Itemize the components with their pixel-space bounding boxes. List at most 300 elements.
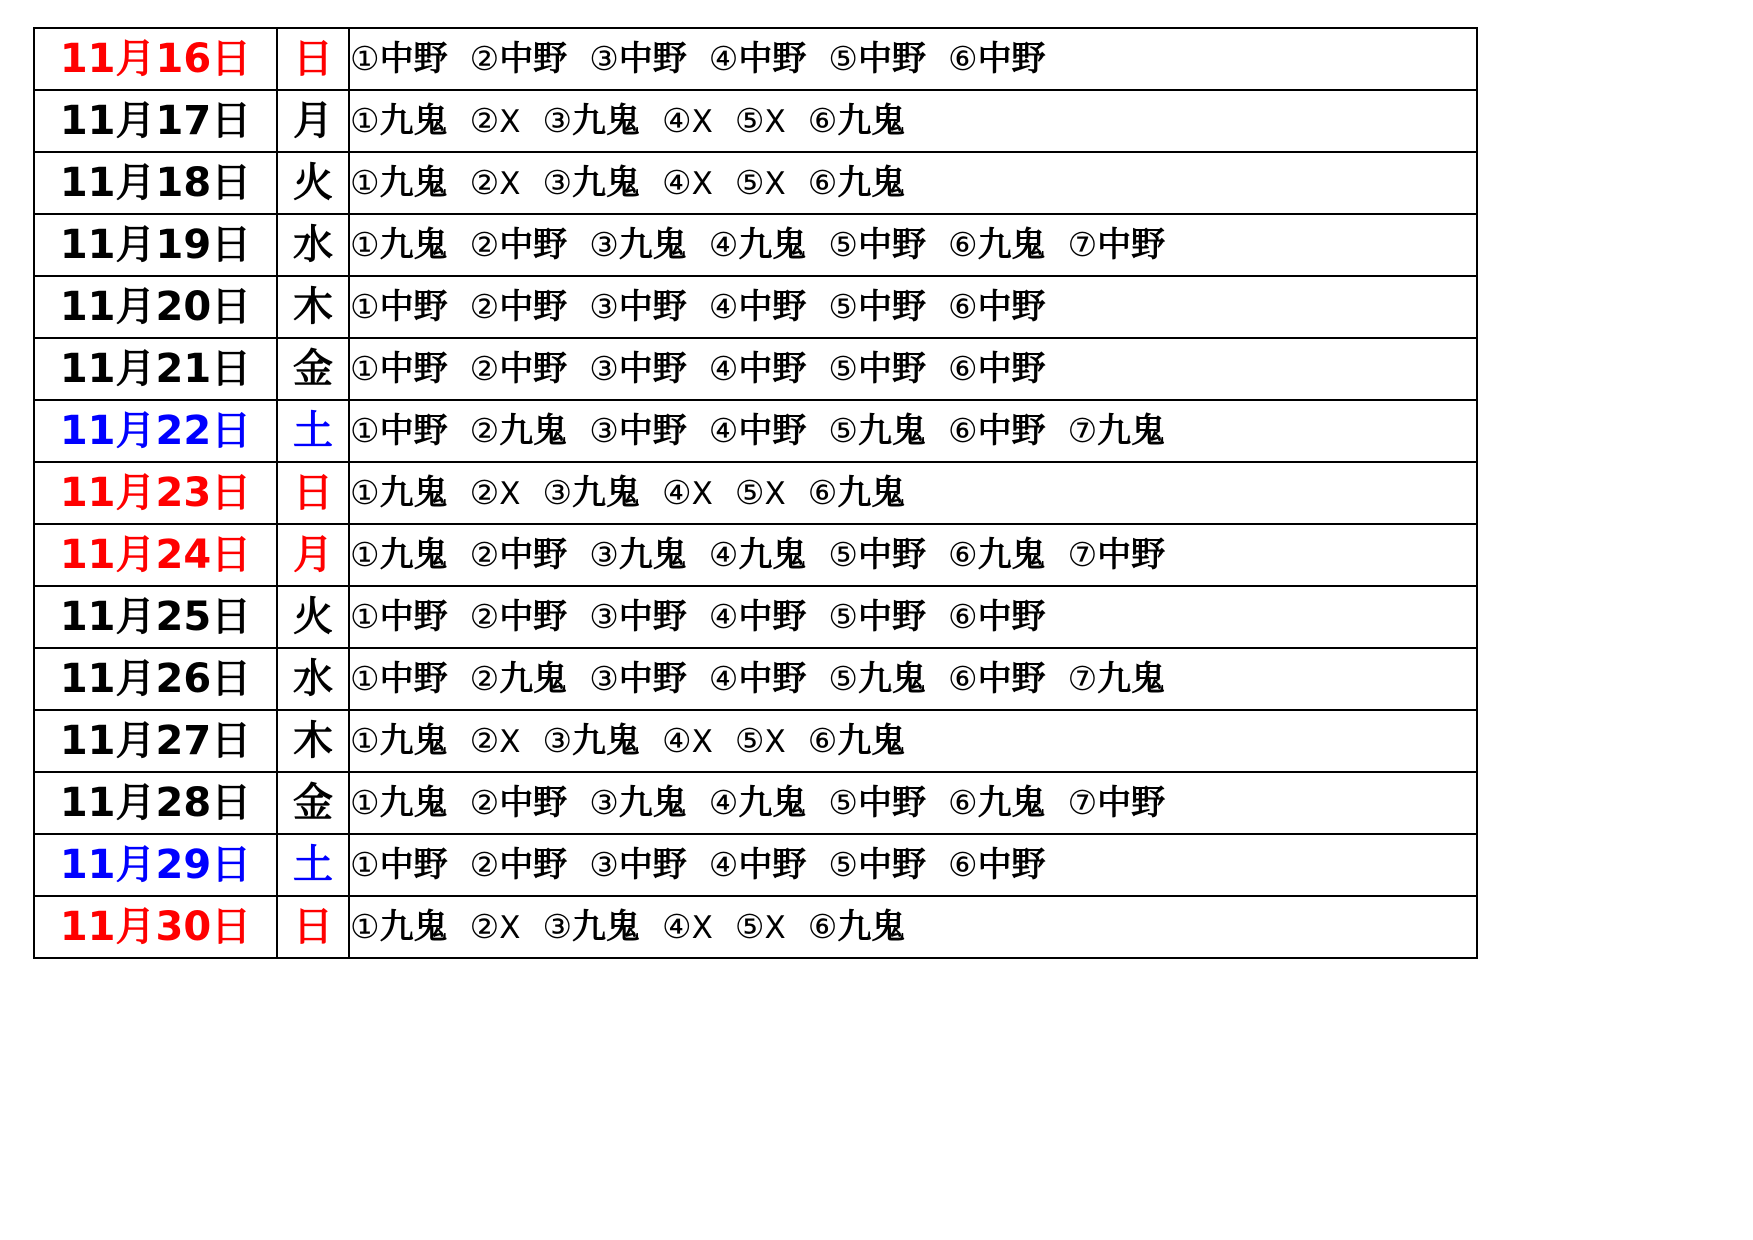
slot-number: ④ (662, 907, 692, 946)
assignments-cell (349, 400, 1477, 462)
slot-number: ③ (589, 783, 619, 822)
slot-value: X (691, 724, 713, 760)
slot-number: ⑦ (1067, 659, 1098, 698)
slot-number: ⑥ (947, 225, 978, 264)
slot-number: ⑦ (1067, 411, 1098, 450)
slot-number: ① (350, 535, 380, 574)
table-row (34, 276, 1477, 338)
assignment-slot (350, 845, 448, 885)
slot-number: ④ (708, 287, 739, 326)
table-row (34, 586, 1477, 648)
slot-value: 九鬼 (837, 473, 906, 513)
slot-number: ⑥ (807, 163, 838, 202)
assignment-slot (807, 907, 906, 947)
day-of-week-cell: 月 (277, 90, 349, 152)
slot-value: 中野 (857, 597, 926, 637)
slot-value: 中野 (499, 845, 568, 885)
assignment-slot (947, 597, 1046, 637)
assignment-slot (469, 287, 568, 327)
slot-value: 中野 (379, 659, 448, 699)
slot-number: ⑤ (828, 659, 858, 698)
slot-value: 九鬼 (837, 907, 906, 947)
slot-value: 九鬼 (618, 535, 687, 575)
slot-value: 九鬼 (572, 163, 641, 203)
assignments-cell (349, 586, 1477, 648)
slot-value: 中野 (618, 845, 687, 885)
slot-number: ① (350, 783, 380, 822)
slot-number: ④ (708, 659, 739, 698)
table-row (34, 524, 1477, 586)
slot-number: ② (469, 783, 500, 822)
assignment-slot (350, 163, 448, 203)
assignment-slot (708, 39, 807, 79)
date-cell: 11月17日 (34, 90, 277, 152)
assignment-slot (350, 473, 448, 513)
assignment-slot (350, 287, 448, 327)
slot-value: 中野 (618, 39, 687, 79)
day-of-week-cell: 火 (277, 586, 349, 648)
slot-number: ① (350, 287, 380, 326)
day-of-week-cell: 水 (277, 648, 349, 710)
assignment-slot (589, 225, 687, 265)
assignment-slot (807, 101, 906, 141)
table-row (34, 214, 1477, 276)
assignment-slot (947, 287, 1046, 327)
slot-value: 九鬼 (977, 535, 1046, 575)
slot-number: ⑥ (807, 101, 838, 140)
slot-value: 中野 (977, 845, 1046, 885)
slot-number: ② (469, 411, 500, 450)
assignment-slot (708, 349, 807, 389)
assignment-slot (828, 39, 926, 79)
assignment-slot (350, 783, 448, 823)
slot-number: ④ (662, 163, 692, 202)
slot-value: X (764, 166, 786, 202)
slot-number: ② (469, 535, 500, 574)
date-cell: 11月20日 (34, 276, 277, 338)
assignment-slot (350, 225, 448, 265)
slot-number: ③ (542, 907, 573, 946)
assignment-slot (589, 597, 687, 637)
schedule-table (33, 27, 1478, 959)
assignment-slot (828, 597, 926, 637)
assignment-slot (708, 783, 807, 823)
slot-value: 中野 (1097, 225, 1166, 265)
assignment-slot (734, 163, 786, 202)
assignment-slot (828, 349, 926, 389)
slot-number: ② (469, 287, 500, 326)
assignment-slot (589, 39, 687, 79)
slot-value: 中野 (977, 411, 1046, 451)
slot-number: ⑤ (734, 473, 765, 512)
assignment-slot (542, 473, 641, 513)
assignment-slot (708, 225, 807, 265)
slot-value: 中野 (738, 287, 807, 327)
assignment-slot (734, 907, 786, 946)
slot-value: 九鬼 (379, 225, 448, 265)
assignment-slot (947, 659, 1046, 699)
slot-value: 九鬼 (572, 473, 641, 513)
assignment-slot (350, 349, 448, 389)
assignment-slot (542, 907, 641, 947)
slot-value: 中野 (738, 659, 807, 699)
assignments-cell (349, 772, 1477, 834)
table-row (34, 648, 1477, 710)
slot-value: 中野 (977, 597, 1046, 637)
slot-number: ③ (589, 597, 619, 636)
assignment-slot (469, 163, 521, 202)
date-cell: 11月16日 (34, 28, 277, 90)
slot-number: ③ (589, 39, 619, 78)
assignment-slot (469, 411, 568, 451)
slot-value: 中野 (499, 597, 568, 637)
slot-value: 中野 (738, 411, 807, 451)
table-row (34, 152, 1477, 214)
slot-number: ① (350, 721, 380, 760)
assignment-slot (662, 721, 713, 760)
slot-value: 九鬼 (738, 225, 807, 265)
assignment-slot (947, 349, 1046, 389)
slot-number: ③ (589, 845, 619, 884)
date-cell: 11月28日 (34, 772, 277, 834)
slot-value: X (764, 104, 786, 140)
slot-number: ⑥ (947, 597, 978, 636)
slot-value: 中野 (857, 845, 926, 885)
assignment-slot (708, 845, 807, 885)
slot-number: ⑥ (947, 39, 978, 78)
slot-value: 九鬼 (379, 907, 448, 947)
slot-number: ③ (542, 473, 573, 512)
slot-value: X (691, 910, 713, 946)
assignment-slot (469, 907, 521, 946)
assignment-slot (947, 39, 1046, 79)
slot-value: 中野 (499, 39, 568, 79)
slot-value: 中野 (499, 783, 568, 823)
assignment-slot (947, 411, 1046, 451)
slot-value: 九鬼 (618, 225, 687, 265)
slot-value: 九鬼 (1097, 411, 1166, 451)
slot-value: 九鬼 (857, 411, 926, 451)
date-cell: 11月24日 (34, 524, 277, 586)
slot-number: ② (469, 845, 500, 884)
slot-number: ⑤ (828, 845, 858, 884)
table-row (34, 28, 1477, 90)
table-row (34, 400, 1477, 462)
assignment-slot (350, 597, 448, 637)
slot-number: ② (469, 163, 500, 202)
slot-number: ① (350, 907, 380, 946)
assignment-slot (828, 411, 926, 451)
date-cell: 11月26日 (34, 648, 277, 710)
table-row (34, 462, 1477, 524)
slot-value: X (499, 166, 521, 202)
assignments-cell (349, 338, 1477, 400)
assignments-cell (349, 276, 1477, 338)
assignment-slot (350, 411, 448, 451)
assignments-cell (349, 648, 1477, 710)
slot-value: 中野 (499, 349, 568, 389)
slot-value: 中野 (1097, 783, 1166, 823)
table-row (34, 338, 1477, 400)
slot-value: 九鬼 (1097, 659, 1166, 699)
slot-number: ⑦ (1067, 783, 1098, 822)
slot-value: 中野 (857, 39, 926, 79)
slot-value: 九鬼 (499, 659, 568, 699)
date-cell: 11月30日 (34, 896, 277, 958)
slot-number: ③ (589, 225, 619, 264)
slot-number: ⑤ (734, 907, 765, 946)
day-of-week-cell: 木 (277, 276, 349, 338)
assignment-slot (589, 659, 687, 699)
assignment-slot (708, 287, 807, 327)
slot-value: 中野 (1097, 535, 1166, 575)
assignment-slot (947, 225, 1046, 265)
assignment-slot (662, 163, 713, 202)
slot-number: ⑥ (947, 845, 978, 884)
assignment-slot (350, 659, 448, 699)
slot-value: X (764, 910, 786, 946)
slot-value: 中野 (857, 287, 926, 327)
slot-value: 中野 (379, 597, 448, 637)
assignment-slot (469, 39, 568, 79)
day-of-week-cell: 月 (277, 524, 349, 586)
slot-value: X (691, 476, 713, 512)
assignments-cell (349, 710, 1477, 772)
assignment-slot (708, 659, 807, 699)
assignment-slot (350, 101, 448, 141)
assignment-slot (708, 411, 807, 451)
assignment-slot (469, 473, 521, 512)
assignment-slot (469, 845, 568, 885)
slot-number: ④ (708, 225, 739, 264)
slot-number: ④ (662, 721, 692, 760)
assignment-slot (828, 287, 926, 327)
slot-number: ③ (589, 535, 619, 574)
slot-value: 九鬼 (379, 101, 448, 141)
assignment-slot (589, 287, 687, 327)
slot-value: 中野 (499, 225, 568, 265)
slot-value: 九鬼 (738, 783, 807, 823)
slot-value: X (499, 724, 521, 760)
slot-value: 九鬼 (379, 535, 448, 575)
slot-number: ② (469, 349, 500, 388)
slot-number: ⑤ (734, 101, 765, 140)
assignment-slot (662, 907, 713, 946)
slot-number: ② (469, 473, 500, 512)
assignment-slot (589, 349, 687, 389)
assignment-slot (1067, 783, 1166, 823)
slot-value: X (764, 724, 786, 760)
day-of-week-cell: 金 (277, 772, 349, 834)
date-cell: 11月23日 (34, 462, 277, 524)
assignment-slot (1067, 535, 1166, 575)
slot-number: ⑤ (828, 597, 858, 636)
assignment-slot (662, 101, 713, 140)
assignment-slot (662, 473, 713, 512)
assignments-cell (349, 28, 1477, 90)
slot-number: ① (350, 597, 380, 636)
date-cell: 11月27日 (34, 710, 277, 772)
slot-value: 中野 (499, 287, 568, 327)
assignment-slot (708, 597, 807, 637)
slot-number: ④ (662, 101, 692, 140)
day-of-week-cell: 土 (277, 400, 349, 462)
slot-value: X (691, 166, 713, 202)
slot-number: ⑥ (947, 411, 978, 450)
assignment-slot (947, 845, 1046, 885)
slot-value: X (764, 476, 786, 512)
slot-number: ③ (589, 349, 619, 388)
assignment-slot (807, 163, 906, 203)
slot-value: 中野 (379, 287, 448, 327)
assignment-slot (469, 659, 568, 699)
slot-number: ④ (708, 411, 739, 450)
slot-value: 中野 (738, 349, 807, 389)
slot-number: ⑤ (828, 783, 858, 822)
slot-value: 九鬼 (572, 907, 641, 947)
assignment-slot (469, 225, 568, 265)
day-of-week-cell: 日 (277, 28, 349, 90)
assignment-slot (542, 721, 641, 761)
slot-number: ① (350, 349, 380, 388)
slot-number: ② (469, 597, 500, 636)
date-cell: 11月29日 (34, 834, 277, 896)
assignment-slot (1067, 411, 1166, 451)
slot-number: ① (350, 845, 380, 884)
slot-value: 中野 (618, 597, 687, 637)
day-of-week-cell: 水 (277, 214, 349, 276)
assignment-slot (350, 907, 448, 947)
assignments-cell (349, 462, 1477, 524)
table-row (34, 772, 1477, 834)
assignment-slot (734, 721, 786, 760)
assignment-slot (350, 39, 448, 79)
assignments-cell (349, 834, 1477, 896)
assignment-slot (947, 783, 1046, 823)
assignment-slot (947, 535, 1046, 575)
day-of-week-cell: 木 (277, 710, 349, 772)
date-cell: 11月21日 (34, 338, 277, 400)
assignment-slot (469, 783, 568, 823)
slot-number: ⑤ (828, 535, 858, 574)
slot-number: ⑥ (947, 287, 978, 326)
slot-number: ④ (708, 349, 739, 388)
assignment-slot (589, 411, 687, 451)
slot-value: 九鬼 (618, 783, 687, 823)
slot-number: ④ (708, 535, 739, 574)
slot-number: ① (350, 411, 380, 450)
day-of-week-cell: 日 (277, 896, 349, 958)
slot-number: ③ (589, 287, 619, 326)
slot-number: ⑥ (947, 535, 978, 574)
slot-value: X (691, 104, 713, 140)
slot-number: ⑤ (828, 411, 858, 450)
slot-number: ⑥ (947, 659, 978, 698)
slot-number: ① (350, 225, 380, 264)
assignment-slot (542, 163, 641, 203)
slot-number: ⑦ (1067, 535, 1098, 574)
slot-value: 九鬼 (379, 783, 448, 823)
slot-value: 中野 (977, 659, 1046, 699)
slot-value: 中野 (618, 349, 687, 389)
assignment-slot (734, 101, 786, 140)
slot-number: ② (469, 225, 500, 264)
slot-number: ⑥ (947, 349, 978, 388)
day-of-week-cell: 火 (277, 152, 349, 214)
slot-number: ⑤ (734, 721, 765, 760)
slot-number: ④ (708, 845, 739, 884)
assignment-slot (469, 535, 568, 575)
assignments-cell (349, 896, 1477, 958)
slot-number: ④ (662, 473, 692, 512)
date-cell: 11月25日 (34, 586, 277, 648)
slot-value: 九鬼 (977, 783, 1046, 823)
assignment-slot (469, 721, 521, 760)
slot-number: ⑥ (807, 473, 838, 512)
slot-value: 中野 (499, 535, 568, 575)
slot-number: ① (350, 39, 380, 78)
assignment-slot (828, 783, 926, 823)
slot-value: 中野 (379, 411, 448, 451)
slot-value: 中野 (857, 349, 926, 389)
slot-number: ① (350, 473, 380, 512)
assignment-slot (807, 473, 906, 513)
slot-value: 中野 (379, 845, 448, 885)
slot-value: 九鬼 (499, 411, 568, 451)
slot-number: ⑤ (828, 39, 858, 78)
assignment-slot (734, 473, 786, 512)
table-row (34, 710, 1477, 772)
slot-number: ① (350, 659, 380, 698)
table-row (34, 90, 1477, 152)
assignment-slot (589, 845, 687, 885)
assignment-slot (828, 845, 926, 885)
slot-value: X (499, 476, 521, 512)
assignment-slot (469, 101, 521, 140)
table-row (34, 896, 1477, 958)
assignment-slot (828, 659, 926, 699)
assignment-slot (589, 783, 687, 823)
slot-number: ③ (542, 101, 573, 140)
table-row (34, 834, 1477, 896)
slot-value: 中野 (977, 349, 1046, 389)
slot-value: 九鬼 (837, 101, 906, 141)
assignment-slot (542, 101, 641, 141)
assignment-slot (828, 535, 926, 575)
assignment-slot (828, 225, 926, 265)
slot-value: 中野 (618, 411, 687, 451)
slot-value: 中野 (379, 349, 448, 389)
slot-value: 九鬼 (379, 473, 448, 513)
assignment-slot (1067, 225, 1166, 265)
assignment-slot (469, 597, 568, 637)
slot-value: 中野 (738, 597, 807, 637)
slot-number: ③ (542, 721, 573, 760)
assignment-slot (807, 721, 906, 761)
slot-value: 中野 (857, 225, 926, 265)
assignment-slot (708, 535, 807, 575)
assignment-slot (350, 535, 448, 575)
slot-value: 九鬼 (572, 721, 641, 761)
slot-number: ⑤ (828, 349, 858, 388)
slot-value: 中野 (738, 39, 807, 79)
slot-number: ④ (708, 39, 739, 78)
slot-value: 九鬼 (572, 101, 641, 141)
slot-number: ③ (589, 659, 619, 698)
slot-value: 中野 (738, 845, 807, 885)
slot-number: ② (469, 907, 500, 946)
assignment-slot (469, 349, 568, 389)
